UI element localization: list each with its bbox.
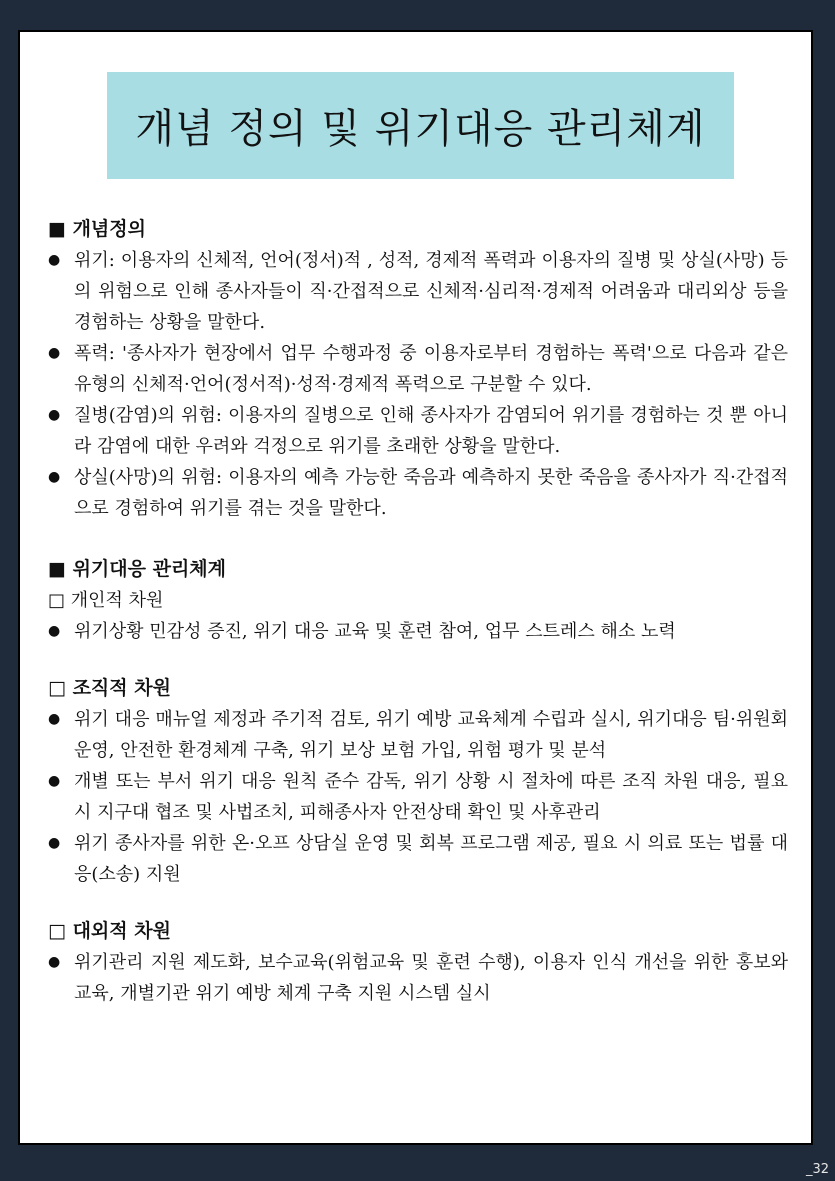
page-title: 개념 정의 및 위기대응 관리체계 bbox=[135, 106, 706, 152]
external-list bbox=[48, 947, 788, 1009]
personal-item: ● 위기상황 민감성 증진, 위기 대응 교육 및 훈련 참여, 업무 스트레스 해소 노력 bbox=[48, 616, 788, 647]
definition-loss-risk: ● 상실(사망)의 위험: 이용자의 예측 가능한 죽음과 예측하지 못한 죽음을 종사자가 직·간접적으로 경험하여 위기를 겪는 것을 말한다. bbox=[48, 462, 788, 524]
subheading-organizational: □ 조직적 차원 bbox=[48, 677, 171, 699]
section-heading-definitions: ■ 개념정의 bbox=[48, 218, 146, 240]
definition-crisis: ● 위기: 이용자의 신체적, 언어(정서)적 , 성적, 경제적 폭력과 이용자의 질병 및 상실(사망) 등의 위험으로 인해 종사자들이 직·간접적으로 신체적·심리적·경제적 어려움과 대리외상 등을 경험하는 상황을 말한다. bbox=[48, 245, 788, 338]
definitions-list bbox=[48, 245, 788, 524]
definition-disease-risk: ● 질병(감염)의 위험: 이용자의 질병으로 인해 종사자가 감염되어 위기를 경험하는 것 뿐 아니라 감염에 대한 우려와 걱정으로 위기를 초래한 상황을 말한다. bbox=[48, 400, 788, 462]
organizational-item: ● 개별 또는 부서 위기 대응 원칙 준수 감독, 위기 상황 시 절차에 따른 조직 차원 대응, 필요 시 지구대 협조 및 사법조치, 피해종사자 안전상태 확인 및 사후관리 bbox=[48, 766, 788, 828]
subheading-personal: □ 개인적 차원 bbox=[48, 590, 164, 611]
document-body bbox=[48, 214, 788, 1009]
document-page bbox=[18, 30, 813, 1145]
external-item: ● 위기관리 지원 제도화, 보수교육(위험교육 및 훈련 수행), 이용자 인식 개선을 위한 홍보와 교육, 개별기관 위기 예방 체계 구축 지원 시스템 실시 bbox=[48, 947, 788, 1009]
organizational-list bbox=[48, 704, 788, 890]
subheading-external: □ 대외적 차원 bbox=[48, 920, 171, 942]
section-heading-management: ■ 위기대응 관리체계 bbox=[48, 558, 227, 580]
definition-violence: ● 폭력: '종사자가 현장에서 업무 수행과정 중 이용자로부터 경험하는 폭력'으로 다음과 같은 유형의 신체적·언어(정서적)·성적·경제적 폭력으로 구분할 수 있다. bbox=[48, 338, 788, 400]
personal-list bbox=[48, 616, 788, 647]
organizational-item: ● 위기 대응 매뉴얼 제정과 주기적 검토, 위기 예방 교육체계 수립과 실시, 위기대응 팀·위원회 운영, 안전한 환경체계 구축, 위기 보상 보험 가입, 위험 평가 및 분석 bbox=[48, 704, 788, 766]
title-banner bbox=[107, 72, 734, 179]
page-number: _32 bbox=[805, 1162, 829, 1177]
organizational-item: ● 위기 종사자를 위한 온·오프 상담실 운영 및 회복 프로그램 제공, 필요 시 의료 또는 법률 대응(소송) 지원 bbox=[48, 828, 788, 890]
